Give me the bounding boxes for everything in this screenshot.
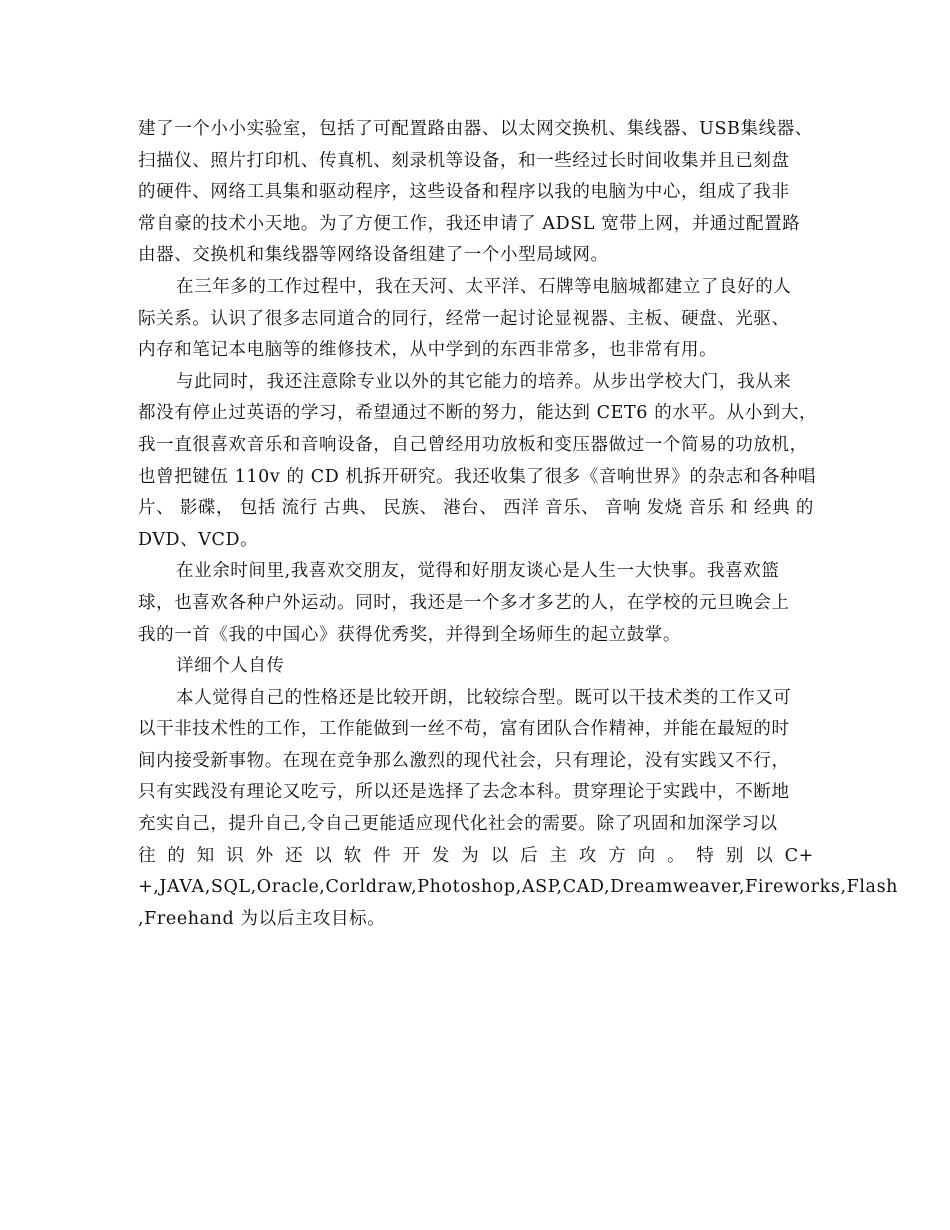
text-line: 建了一个小小实验室，包括了可配置路由器、以太网交换机、集线器、USB集线器、: [138, 119, 813, 139]
text-fragment: 西洋: [503, 498, 540, 519]
text-fragment: 软: [343, 845, 362, 866]
text-line: 充实自己，提升自己,令自己更能适应现代化社会的需要。除了巩固和加深学习以: [138, 814, 778, 835]
text-fragment: 民族、: [383, 498, 438, 519]
spread-text-line: [138, 841, 814, 873]
text-fragment: 片、: [138, 498, 175, 519]
text-line: 我的一首《我的中国心》获得优秀奖，并得到全场师生的起立鼓掌。: [138, 624, 681, 645]
text-fragment: 主: [549, 845, 568, 866]
text-line: 也曾把键伍 110v 的 CD 机拆开研究。我还收集了很多《音响世界》的杂志和各种唱: [138, 466, 817, 487]
text-fragment: 音响: [604, 498, 642, 519]
text-fragment: 以: [314, 845, 333, 866]
text-fragment: 影碟，: [179, 498, 235, 519]
text-fragment: C+: [784, 845, 814, 866]
text-fragment: 发烧: [646, 498, 683, 519]
text-fragment: 流行: [281, 498, 318, 519]
text-line: 内存和笔记本电脑等的维修技术，从中学到的东西非常多，也非常有用。: [138, 340, 718, 361]
text-fragment: 古典、: [323, 498, 378, 519]
text-line: 只有实践没有理论又吃亏，所以还是选择了去念本科。贯穿理论于实践中，不断地: [138, 782, 790, 803]
text-line: 我一直很喜欢音乐和音响设备，自己曾经用功放板和变压器做过一个简易的功放机，: [138, 434, 808, 455]
text-line: 常自豪的技术小天地。为了方便工作，我还申请了 ADSL 宽带上网，并通过配置路: [138, 213, 801, 234]
text-fragment: 包括: [239, 498, 276, 519]
text-fragment: 件: [373, 845, 392, 866]
text-fragment: 以: [755, 845, 774, 866]
text-fragment: 发: [431, 845, 451, 866]
text-fragment: 外: [255, 845, 274, 866]
text-fragment: 攻: [578, 845, 597, 866]
text-line: 以干非技术性的工作，工作能做到一丝不苟，富有团队合作精神，并能在最短的时: [138, 719, 790, 740]
text-line: 在业余时间里,我喜欢交朋友，觉得和好朋友谈心是人生一大快事。我喜欢篮: [176, 561, 780, 582]
text-fragment: 的: [167, 845, 186, 866]
text-line: 都没有停止过英语的学习，希望通过不断的努力，能达到 CET6 的水平。从小到大，: [138, 403, 818, 424]
text-fragment: 为: [461, 845, 480, 866]
text-line: 扫描仪、照片打印机、传真机、刻录机等设备，和一些经过长时间收集并且已刻盘: [138, 150, 790, 171]
text-fragment: 识: [226, 845, 245, 866]
text-fragment: 的: [795, 498, 814, 519]
text-line: +,JAVA,SQL,Oracle,Corldraw,Photoshop,ASP,CAD,Dreamweaver,Fireworks,Flash: [138, 877, 899, 898]
text-line: 球，也喜欢各种户外运动。同时，我还是一个多才多艺的人，在学校的元旦晚会上: [138, 592, 790, 613]
text-fragment: 特: [696, 845, 715, 866]
text-fragment: 。: [667, 845, 686, 866]
text-line: 间内接受新事物。在现在竞争那么激烈的现代社会，只有理论，没有实践又不行，: [138, 750, 790, 771]
text-line: 由器、交换机和集线器等网络设备组建了一个小型局域网。: [138, 245, 609, 266]
text-fragment: 以: [490, 845, 509, 866]
text-line: 本人觉得自己的性格还是比较开朗，比较综合型。既可以干技术类的工作又可: [176, 687, 792, 708]
text-line: 与此同时，我还注意除专业以外的其它能力的培养。从步出学校大门，我从来: [176, 371, 792, 392]
text-fragment: 知: [196, 845, 215, 866]
text-fragment: 音乐: [688, 498, 725, 519]
text-fragment: 方: [608, 845, 627, 866]
text-fragment: 港台、: [443, 498, 498, 519]
section-heading: 详细个人自传: [176, 656, 285, 677]
text-line: 的硬件、网络工具集和驱动程序，这些设备和程序以我的电脑为中心，组成了我非: [138, 182, 790, 203]
text-fragment: 还: [284, 845, 304, 866]
text-fragment: 向: [637, 845, 656, 866]
spread-text-line: [138, 493, 814, 525]
text-line: ,Freehand 为以后主攻目标。: [138, 908, 386, 929]
text-line: 际关系。认识了很多志同道合的同行，经常一起讨论显视器、主板、硬盘、光驱、: [138, 308, 790, 329]
text-fragment: 后: [520, 845, 539, 866]
text-line: DVD、VCD。: [138, 529, 259, 550]
text-line: 在三年多的工作过程中，我在天河、太平洋、石牌等电脑城都建立了良好的人: [176, 276, 792, 297]
text-fragment: 别: [725, 845, 744, 866]
text-fragment: 往: [138, 845, 157, 866]
text-fragment: 经典: [754, 498, 791, 519]
document-body: [138, 114, 899, 935]
text-fragment: 音乐、: [544, 498, 600, 519]
text-fragment: 和: [730, 498, 749, 519]
text-fragment: 开: [402, 845, 421, 866]
